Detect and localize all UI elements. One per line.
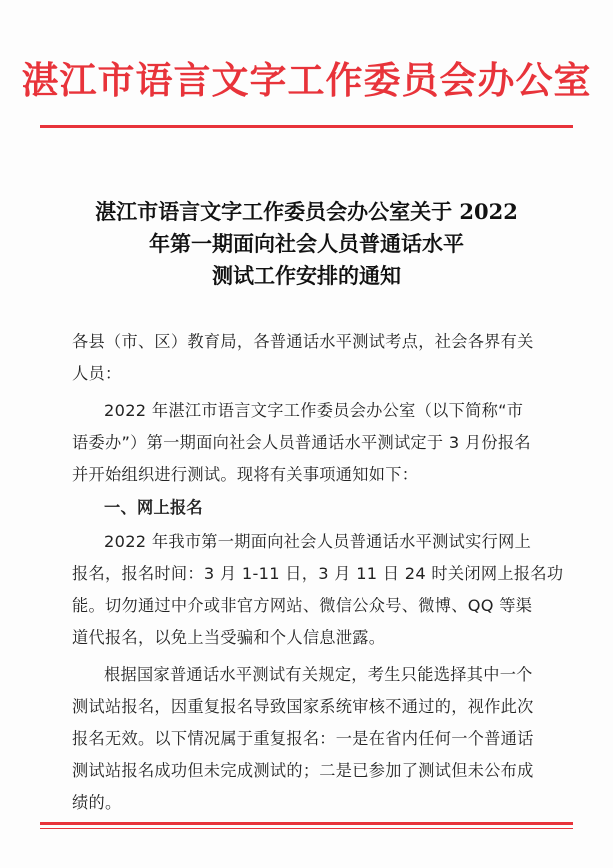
salutation-line: 各县（市、区）教育局，各普通话水平测试考点，社会各界有关	[72, 332, 534, 351]
notice-title	[40, 196, 573, 292]
paragraph-line: 根据国家普通话水平测试有关规定，考生只能选择其中一个	[104, 665, 533, 684]
paragraph-line: 2022 年我市第一期面向社会人员普通话水平测试实行网上	[104, 532, 532, 551]
paragraph-line: 报名，报名时间：3 月 1-11 日，3 月 11 日 24 时关闭网上报名功	[72, 564, 564, 583]
section-heading: 一、网上报名	[104, 498, 203, 517]
letterhead-title: 湛江市语言文字工作委员会办公室	[21, 58, 592, 102]
letterhead-divider	[40, 125, 573, 128]
paragraph-line: 测试站报名，因重复报名导致国家系统审核不通过的，视作此次	[72, 697, 534, 716]
footer-divider-thin	[40, 828, 573, 829]
paragraph-line: 绩的。	[72, 793, 122, 812]
paragraph-line: 测试站报名成功但未完成测试的；二是已参加了测试但未公布成	[72, 761, 534, 780]
paragraph-line: 报名无效。以下情况属于重复报名：一是在省内任何一个普通话	[72, 729, 534, 748]
notice-title-line: 测试工作安排的通知	[212, 263, 401, 288]
notice-title-line: 湛江市语言文字工作委员会办公室关于 2022	[95, 199, 518, 224]
salutation-line: 人员：	[72, 364, 122, 383]
paragraph-line: 能。切勿通过中介或非官方网站、微信公众号、微博、QQ 等渠	[72, 596, 533, 615]
paragraph-line: 2022 年湛江市语言文字工作委员会办公室（以下简称“市	[104, 401, 524, 420]
paragraph-line: 道代报名，以免上当受骗和个人信息泄露。	[72, 628, 386, 647]
footer-divider	[40, 822, 573, 825]
paragraph-line: 并开始组织进行测试。现将有关事项通知如下：	[72, 465, 419, 484]
paragraph-line: 语委办”）第一期面向社会人员普通话水平测试定于 3 月份报名	[72, 433, 531, 452]
notice-title-line: 年第一期面向社会人员普通话水平	[149, 231, 464, 256]
